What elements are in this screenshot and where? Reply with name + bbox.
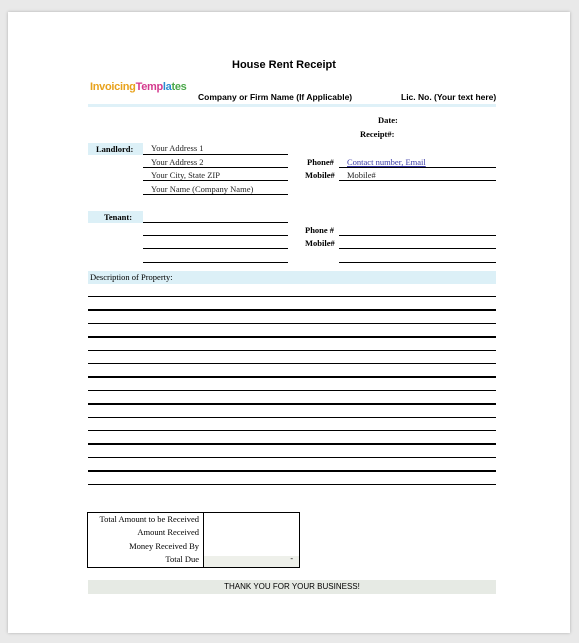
description-line [88,363,496,364]
totals-label-column [88,513,204,567]
receipt-number-label: Receipt#: [360,129,395,139]
description-line [88,443,496,444]
page-title: House Rent Receipt [232,59,336,71]
tenant-phone-line [339,235,496,236]
total-due-value: - [290,554,293,563]
description-line [88,296,496,297]
invoicing-templates-logo: InvoicingTemplates [90,81,187,93]
description-line [88,403,496,404]
tenant-line [143,262,288,263]
landlord-phone-value[interactable]: Contact number, Email [347,157,426,167]
company-name: Company or Firm Name (If Applicable) [198,92,353,102]
landlord-label: Landlord: [96,144,134,154]
tenant-label: Tenant: [104,212,133,222]
landlord-line [143,194,288,195]
landlord-line [143,154,288,155]
landlord-city[interactable]: Your City, State ZIP [151,170,220,180]
landlord-phone-label: Phone# [307,157,334,167]
header-divider [88,104,496,107]
description-line [88,417,496,418]
tenant-line [143,222,288,223]
landlord-phone-line [339,167,496,168]
landlord-mobile-label: Mobile# [305,170,335,180]
tenant-line [339,262,496,263]
description-label: Description of Property: [90,272,173,282]
description-line [88,430,496,431]
description-line [88,336,496,337]
tenant-line [143,235,288,236]
landlord-line [143,180,288,181]
amount-received-label: Amount Received [137,527,199,537]
totals-table [87,512,300,568]
description-line [88,470,496,471]
tenant-line [143,248,288,249]
description-line [88,309,496,310]
tenant-mobile-line [339,248,496,249]
receipt-page [8,12,570,633]
total-due-label: Total Due [165,554,199,564]
landlord-line [143,167,288,168]
landlord-address1[interactable]: Your Address 1 [151,143,204,153]
description-line [88,350,496,351]
landlord-mobile-value[interactable]: Mobile# [347,170,376,180]
tenant-mobile-label: Mobile# [305,238,335,248]
landlord-address2[interactable]: Your Address 2 [151,157,204,167]
thank-you-footer: THANK YOU FOR YOUR BUSINESS! [88,580,496,594]
description-line [88,390,496,391]
description-line [88,376,496,377]
tenant-phone-label: Phone # [305,225,335,235]
landlord-name[interactable]: Your Name (Company Name) [151,184,254,194]
total-amount-label: Total Amount to be Received [99,514,199,524]
license-number: Lic. No. (Your text here) [401,92,497,102]
description-line [88,484,496,485]
date-label: Date: [378,115,398,125]
description-line [88,457,496,458]
landlord-mobile-line [339,180,496,181]
description-line [88,323,496,324]
money-received-by-label: Money Received By [129,541,199,551]
total-due-field[interactable] [204,556,299,567]
